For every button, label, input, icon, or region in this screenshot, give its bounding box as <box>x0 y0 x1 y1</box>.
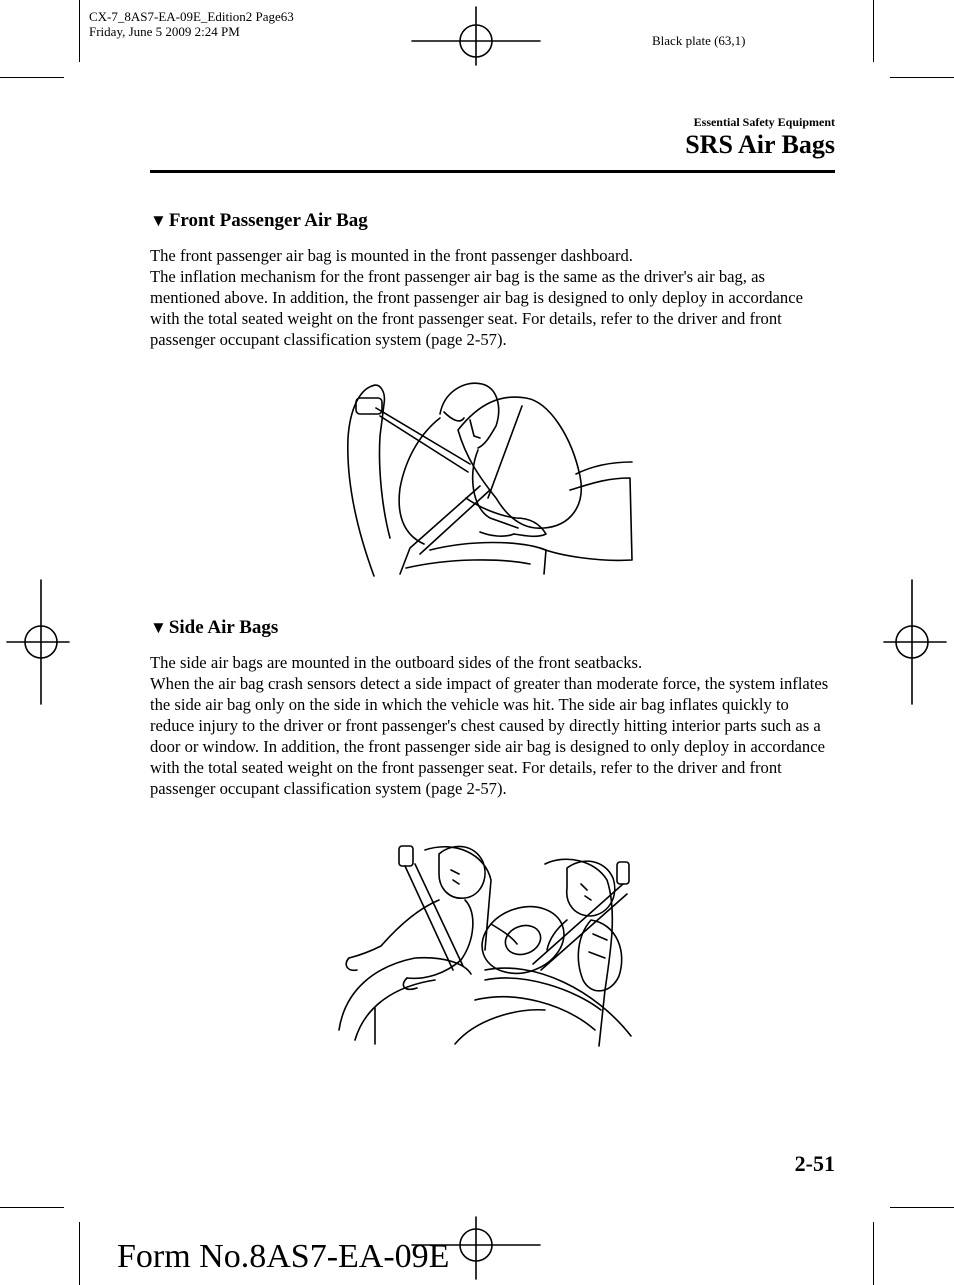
registration-mark-left <box>5 578 71 706</box>
side-airbags-heading <box>150 617 278 639</box>
side-airbags-illustration <box>335 840 635 1050</box>
front-passenger-body <box>150 245 836 350</box>
front-passenger-paragraph-2: The inflation mechanism for the front passenger air bag is the same as the driver's air bag, as mentioned above. In addition, the front passenger air bag is designed to only deploy in accordance with the total seated weight on the front passenger seat. For details, refer to the driver and front passenger occupant classification system (page 2-57). <box>150 267 803 349</box>
front-passenger-heading <box>150 210 368 232</box>
triangle-marker-icon: ▼ <box>150 211 167 230</box>
registration-mark-top <box>410 5 542 67</box>
registration-mark-right <box>882 578 948 706</box>
front-passenger-heading-text: Front Passenger Air Bag <box>168 210 368 231</box>
side-airbags-paragraph-2: When the air bag crash sensors detect a side impact of greater than moderate force, the system inflates the side air bag only on the side in which the vehicle was hit. The side air bag inflates quickly to reduce injury to the driver or front passenger's chest caused by directly hitting interior parts such as a door or window. In addition, the front passenger side air bag is designed to only deploy in accordance with the total seated weight on the front passenger seat. For details, refer to the driver and front passenger occupant classification system (page 2-57). <box>150 674 829 798</box>
print-meta-line-1: CX-7_8AS7-EA-09E_Edition2 Page63 <box>89 9 294 24</box>
print-metadata <box>89 9 294 39</box>
header-rule <box>150 170 835 173</box>
print-meta-line-2: Friday, June 5 2009 2:24 PM <box>89 24 240 39</box>
side-airbags-paragraph-1: The side air bags are mounted in the outboard sides of the front seatbacks. <box>150 653 643 672</box>
section-title: SRS Air Bags <box>685 130 835 159</box>
triangle-marker-icon: ▼ <box>150 618 167 637</box>
side-airbags-heading-text: Side Air Bags <box>168 617 279 638</box>
front-passenger-paragraph-1: The front passenger air bag is mounted in the front passenger dashboard. <box>150 246 633 265</box>
plate-label: Black plate (63,1) <box>652 33 746 48</box>
form-number: Form No.8AS7-EA-09E <box>117 1238 450 1275</box>
page-number: 2-51 <box>794 1151 835 1176</box>
section-category: Essential Safety Equipment <box>693 115 835 129</box>
side-airbags-body <box>150 652 836 799</box>
front-passenger-airbag-illustration <box>340 378 640 580</box>
